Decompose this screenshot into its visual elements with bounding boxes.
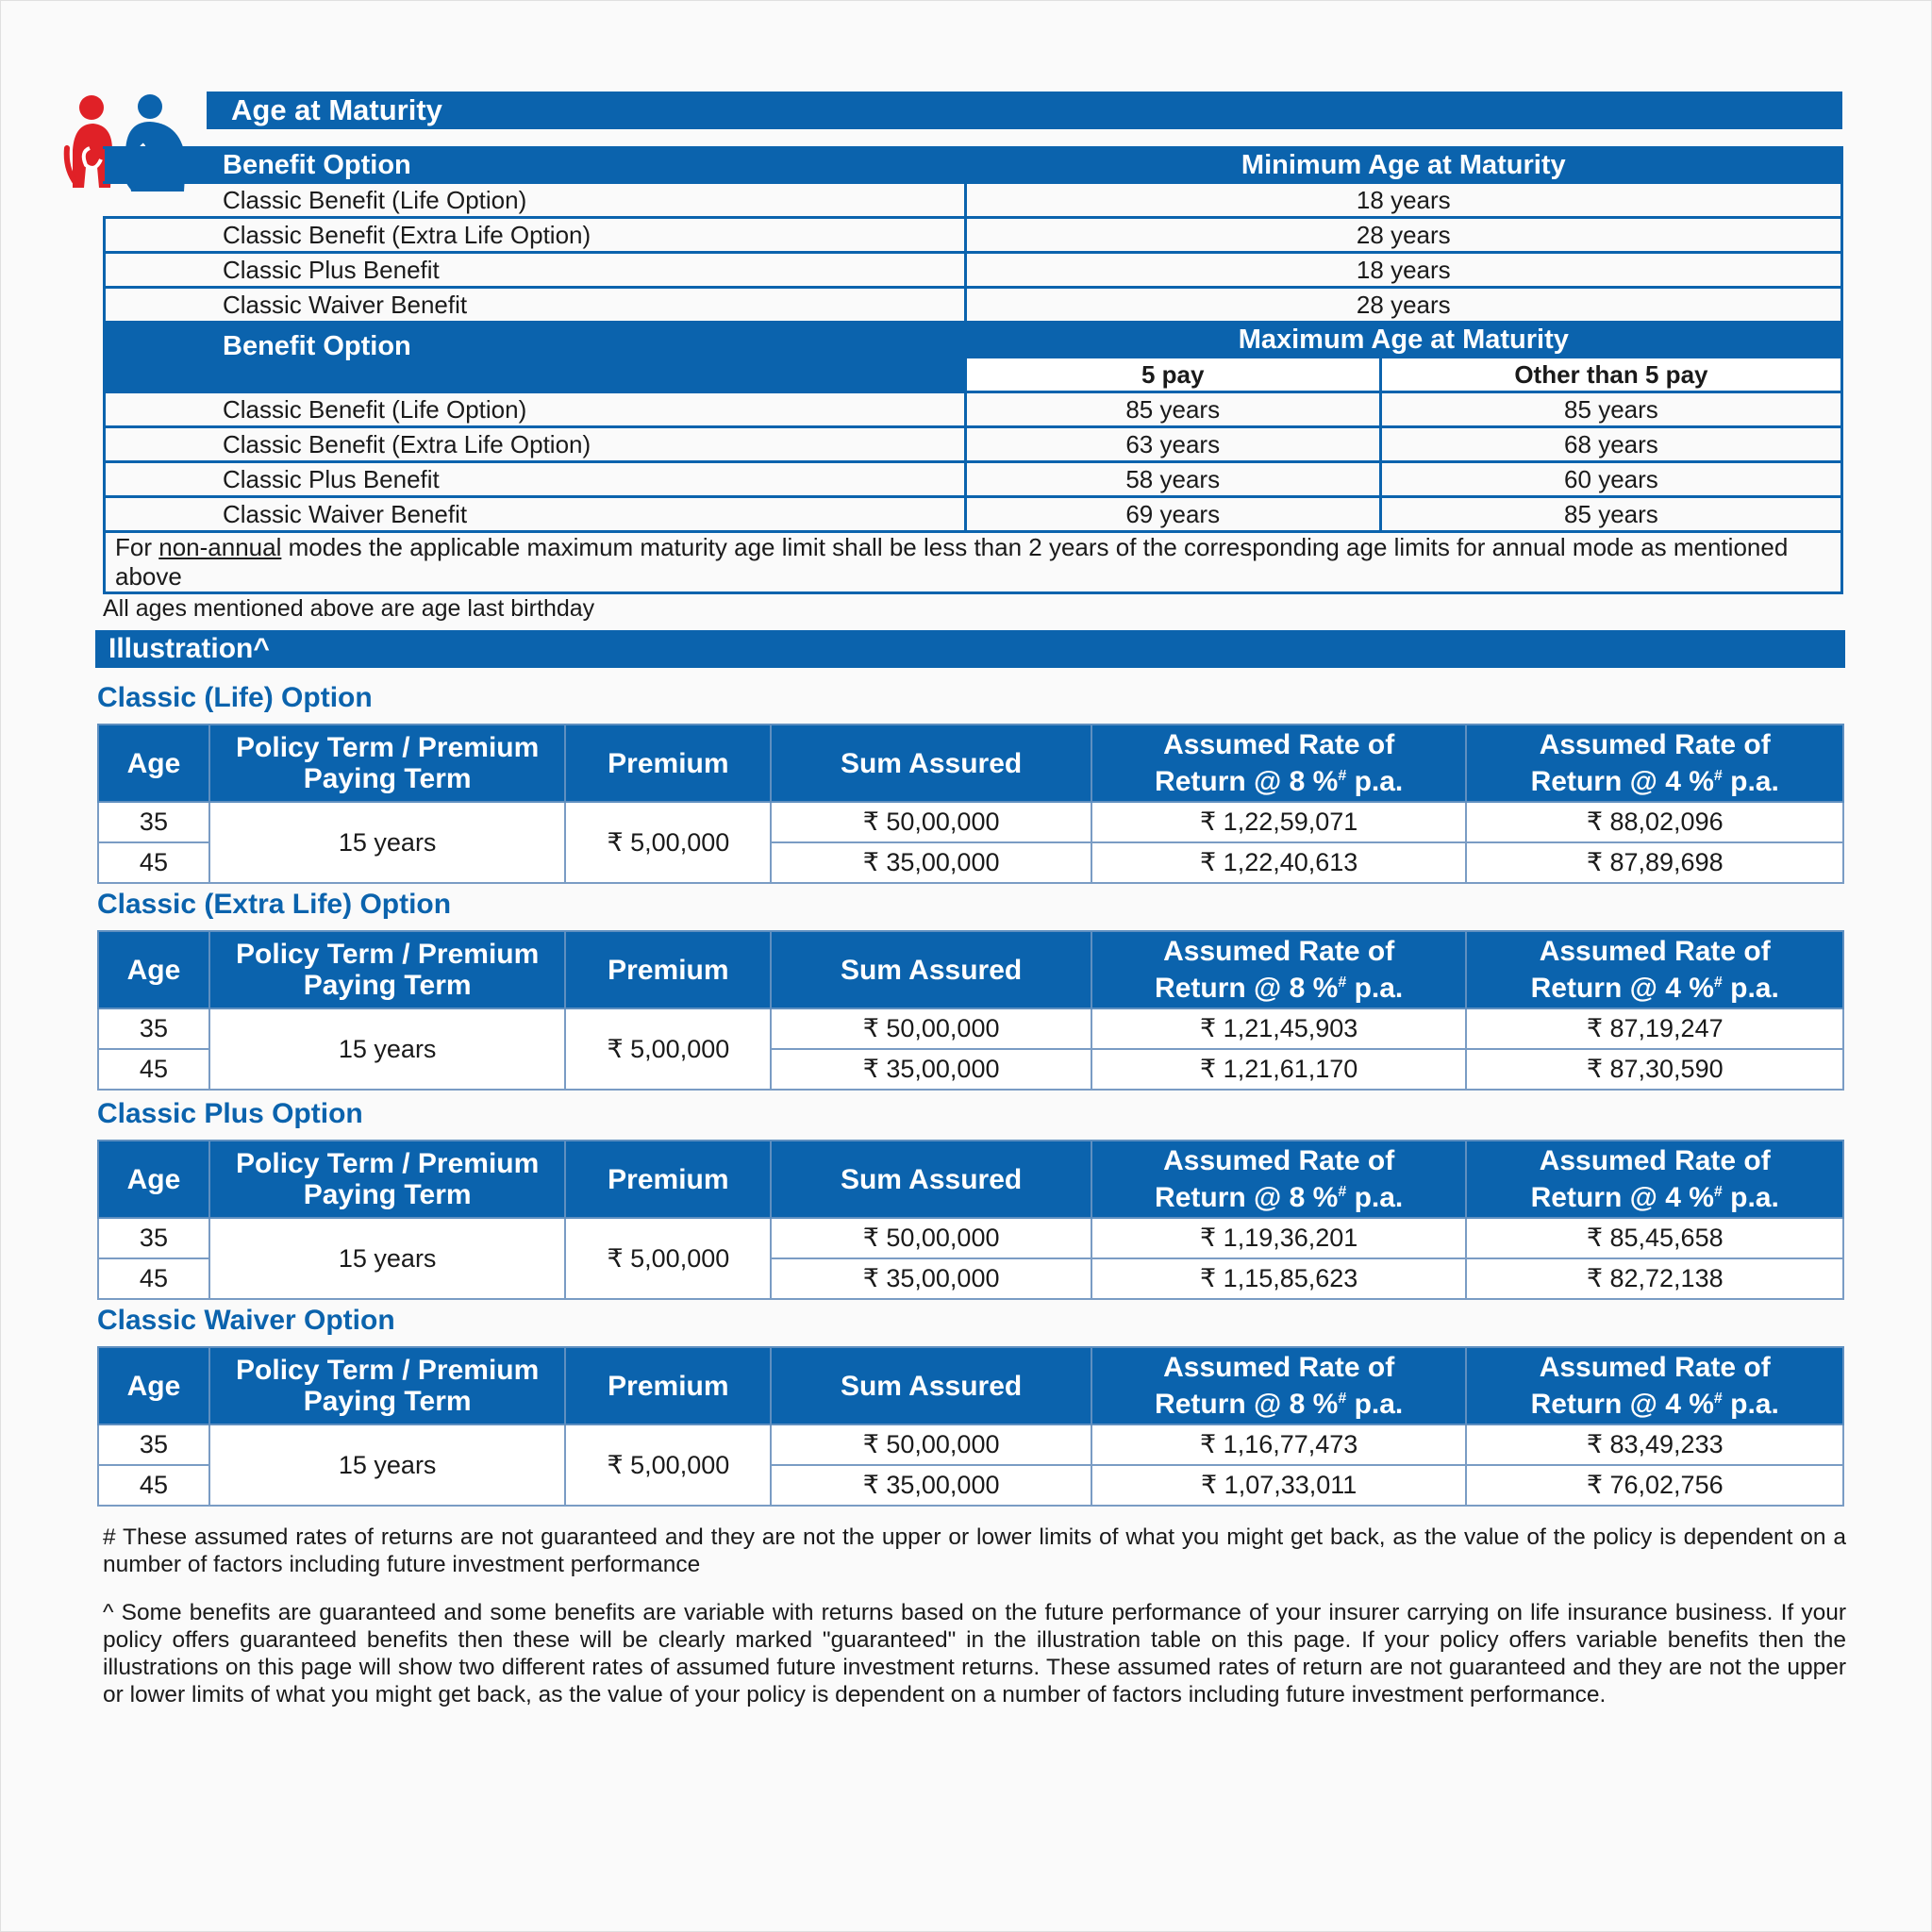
max-row-option: Classic Benefit (Life Option) [105, 392, 966, 427]
hash-mark: # [1713, 768, 1723, 784]
col-return-4-line1: Assumed Rate of [1539, 729, 1771, 760]
hash-mark: # [1338, 1391, 1347, 1407]
min-row [105, 253, 1842, 288]
cell-sum-assured: ₹ 50,00,000 [771, 1424, 1091, 1465]
col-sum-assured: Sum Assured [771, 1347, 1091, 1424]
col-policy-term-line1: Policy Term / Premium [236, 732, 540, 763]
max-col-maximum-age: Maximum Age at Maturity [965, 323, 1841, 358]
cell-return-4: ₹ 88,02,096 [1466, 802, 1843, 842]
col-return-4-line2: Return @ 4 % [1530, 1389, 1714, 1420]
table-header-row [98, 1347, 1843, 1424]
hash-mark: # [1713, 1391, 1723, 1407]
cell-term: 15 years [209, 1424, 566, 1506]
cell-age: 35 [98, 1424, 209, 1465]
max-row-other: 60 years [1380, 462, 1841, 497]
table-header-row [98, 931, 1843, 1008]
cell-return-8: ₹ 1,16,77,473 [1091, 1424, 1467, 1465]
col-policy-term-line2: Paying Term [303, 1179, 472, 1210]
cell-premium: ₹ 5,00,000 [565, 802, 771, 883]
col-return-8 [1091, 1347, 1467, 1424]
hash-mark: # [1713, 974, 1723, 991]
table-header-row [98, 1141, 1843, 1218]
non-annual-note-row [105, 532, 1842, 593]
cell-premium: ₹ 5,00,000 [565, 1008, 771, 1090]
cell-return-4: ₹ 87,89,698 [1466, 842, 1843, 883]
cell-return-4: ₹ 83,49,233 [1466, 1424, 1843, 1465]
max-header-row [105, 323, 1842, 358]
max-row [105, 497, 1842, 532]
max-row-5-pay: 69 years [965, 497, 1380, 532]
cell-return-4: ₹ 85,45,658 [1466, 1218, 1843, 1258]
cell-age: 45 [98, 1049, 209, 1090]
col-return-4-line1: Assumed Rate of [1539, 1145, 1771, 1176]
col-return-4-pa: p.a. [1722, 1389, 1779, 1420]
cell-age: 45 [98, 1258, 209, 1299]
col-return-4-line2: Return @ 4 % [1530, 766, 1714, 797]
table-header-row [98, 724, 1843, 802]
col-return-8 [1091, 931, 1467, 1008]
col-policy-term-line2: Paying Term [303, 970, 472, 1001]
section-title: Classic Plus Option [97, 1098, 363, 1129]
min-row-option: Classic Waiver Benefit [105, 288, 966, 323]
cell-age: 35 [98, 1218, 209, 1258]
illustration-table [97, 724, 1844, 884]
cell-premium: ₹ 5,00,000 [565, 1424, 771, 1506]
cell-sum-assured: ₹ 50,00,000 [771, 1008, 1091, 1049]
min-col-minimum-age: Minimum Age at Maturity [965, 148, 1841, 183]
note-text-pre: For [115, 533, 159, 561]
col-policy-term [209, 1141, 566, 1218]
table-row [98, 1424, 1843, 1465]
cell-sum-assured: ₹ 35,00,000 [771, 1465, 1091, 1506]
col-return-8-line2: Return @ 8 % [1155, 766, 1339, 797]
section-title: Classic Waiver Option [97, 1305, 395, 1336]
max-row-5-pay: 58 years [965, 462, 1380, 497]
min-row-age: 18 years [965, 183, 1841, 218]
col-return-8-line1: Assumed Rate of [1163, 1145, 1395, 1176]
col-return-8-pa: p.a. [1346, 766, 1404, 797]
cell-sum-assured: ₹ 35,00,000 [771, 842, 1091, 883]
max-row [105, 427, 1842, 462]
hash-mark: # [1713, 1184, 1723, 1200]
max-row [105, 392, 1842, 427]
cell-return-8: ₹ 1,22,40,613 [1091, 842, 1467, 883]
max-row-other: 85 years [1380, 392, 1841, 427]
cell-return-8: ₹ 1,07,33,011 [1091, 1465, 1467, 1506]
max-col-other-than-5-pay: Other than 5 pay [1380, 358, 1841, 392]
col-premium: Premium [565, 931, 771, 1008]
section-title: Classic (Extra Life) Option [97, 889, 452, 920]
caret-footnote: ^ Some benefits are guaranteed and some benefits are variable with returns based on the future performance of your insurer carrying on life insurance business. If your policy offers guaranteed benefits then these will be clearly marked "guaranteed" in the illustration table on this page. If your policy offers variable benefits then the illustrations on this page will show two different rates of assumed future investment returns. These assumed rates of return are not guaranteed and they are not the upper or lower limits of what you might get back, as the value of your policy is dependent on a number of factors including future investment performance. [103, 1600, 1846, 1707]
note-text-underlined: non-annual [158, 533, 282, 561]
col-sum-assured: Sum Assured [771, 931, 1091, 1008]
col-age: Age [98, 931, 209, 1008]
cell-term: 15 years [209, 1218, 566, 1299]
col-return-8-pa: p.a. [1346, 973, 1404, 1004]
min-row-option: Classic Benefit (Extra Life Option) [105, 218, 966, 253]
max-row-option: Classic Waiver Benefit [105, 497, 966, 532]
min-col-benefit-option: Benefit Option [105, 148, 966, 183]
cell-sum-assured: ₹ 50,00,000 [771, 802, 1091, 842]
min-header-row [105, 148, 1842, 183]
cell-return-8: ₹ 1,21,61,170 [1091, 1049, 1467, 1090]
hash-mark: # [1338, 974, 1347, 991]
cell-return-8: ₹ 1,15,85,623 [1091, 1258, 1467, 1299]
min-row-age: 28 years [965, 288, 1841, 323]
col-return-4 [1466, 1347, 1843, 1424]
col-return-8-line1: Assumed Rate of [1163, 729, 1395, 760]
max-row-other: 85 years [1380, 497, 1841, 532]
max-col-benefit-option: Benefit Option [105, 323, 966, 392]
cell-return-4: ₹ 82,72,138 [1466, 1258, 1843, 1299]
col-sum-assured: Sum Assured [771, 1141, 1091, 1218]
max-row-option: Classic Benefit (Extra Life Option) [105, 427, 966, 462]
min-row-age: 28 years [965, 218, 1841, 253]
col-return-8-pa: p.a. [1346, 1389, 1404, 1420]
cell-sum-assured: ₹ 35,00,000 [771, 1258, 1091, 1299]
col-policy-term-line1: Policy Term / Premium [236, 1148, 540, 1179]
non-annual-note [105, 532, 1842, 593]
min-row [105, 183, 1842, 218]
hash-mark: # [1338, 1184, 1347, 1200]
col-policy-term-line1: Policy Term / Premium [236, 939, 540, 970]
col-return-8-line2: Return @ 8 % [1155, 1389, 1339, 1420]
table-row [98, 1008, 1843, 1049]
ages-note: All ages mentioned above are age last birthday [103, 595, 595, 622]
age-maturity-header: Age at Maturity [207, 92, 1842, 129]
cell-age: 35 [98, 1008, 209, 1049]
col-policy-term-line2: Paying Term [303, 1386, 472, 1417]
cell-sum-assured: ₹ 50,00,000 [771, 1218, 1091, 1258]
col-return-4-pa: p.a. [1722, 1182, 1779, 1213]
max-row-5-pay: 85 years [965, 392, 1380, 427]
min-row [105, 288, 1842, 323]
min-row [105, 218, 1842, 253]
col-premium: Premium [565, 1141, 771, 1218]
illustration-header: Illustration^ [95, 630, 1845, 668]
col-age: Age [98, 1347, 209, 1424]
col-policy-term [209, 724, 566, 802]
hash-footnote: # These assumed rates of returns are not guaranteed and they are not the upper or lower limits of what you might get back, as the value of the policy is dependent on a number of factors including future investment performance [103, 1524, 1846, 1577]
col-return-4 [1466, 1141, 1843, 1218]
col-return-4-line2: Return @ 4 % [1530, 973, 1714, 1004]
col-return-8 [1091, 724, 1467, 802]
col-policy-term-line1: Policy Term / Premium [236, 1355, 540, 1386]
illustration-table [97, 1140, 1844, 1300]
table-row [98, 802, 1843, 842]
col-return-8 [1091, 1141, 1467, 1218]
col-age: Age [98, 1141, 209, 1218]
col-return-8-line2: Return @ 8 % [1155, 973, 1339, 1004]
hash-mark: # [1338, 768, 1347, 784]
max-row-other: 68 years [1380, 427, 1841, 462]
col-return-8-line2: Return @ 8 % [1155, 1182, 1339, 1213]
cell-age: 45 [98, 1465, 209, 1506]
max-row-option: Classic Plus Benefit [105, 462, 966, 497]
col-policy-term-line2: Paying Term [303, 763, 472, 794]
col-return-4-line1: Assumed Rate of [1539, 1352, 1771, 1383]
max-row [105, 462, 1842, 497]
col-return-4 [1466, 724, 1843, 802]
col-return-8-line1: Assumed Rate of [1163, 936, 1395, 967]
cell-return-4: ₹ 87,19,247 [1466, 1008, 1843, 1049]
cell-return-8: ₹ 1,19,36,201 [1091, 1218, 1467, 1258]
cell-return-4: ₹ 87,30,590 [1466, 1049, 1843, 1090]
maturity-age-table [103, 146, 1843, 594]
max-row-5-pay: 63 years [965, 427, 1380, 462]
illustration-table [97, 1346, 1844, 1507]
cell-term: 15 years [209, 1008, 566, 1090]
section-title: Classic (Life) Option [97, 682, 373, 713]
min-row-option: Classic Benefit (Life Option) [105, 183, 966, 218]
col-policy-term [209, 1347, 566, 1424]
cell-premium: ₹ 5,00,000 [565, 1218, 771, 1299]
cell-sum-assured: ₹ 35,00,000 [771, 1049, 1091, 1090]
col-premium: Premium [565, 1347, 771, 1424]
col-sum-assured: Sum Assured [771, 724, 1091, 802]
table-row [98, 1218, 1843, 1258]
col-policy-term [209, 931, 566, 1008]
note-text-post: modes the applicable maximum maturity age limit shall be less than 2 years of the corresponding age limits for annual mode as mentioned above [115, 533, 1789, 591]
illustration-table [97, 930, 1844, 1091]
cell-age: 35 [98, 802, 209, 842]
max-col-5-pay: 5 pay [965, 358, 1380, 392]
min-row-age: 18 years [965, 253, 1841, 288]
col-premium: Premium [565, 724, 771, 802]
col-return-4-pa: p.a. [1722, 973, 1779, 1004]
cell-return-4: ₹ 76,02,756 [1466, 1465, 1843, 1506]
cell-return-8: ₹ 1,22,59,071 [1091, 802, 1467, 842]
cell-return-8: ₹ 1,21,45,903 [1091, 1008, 1467, 1049]
cell-term: 15 years [209, 802, 566, 883]
min-row-option: Classic Plus Benefit [105, 253, 966, 288]
col-return-4-line2: Return @ 4 % [1530, 1182, 1714, 1213]
col-return-4-pa: p.a. [1722, 766, 1779, 797]
col-return-4 [1466, 931, 1843, 1008]
col-return-8-line1: Assumed Rate of [1163, 1352, 1395, 1383]
cell-age: 45 [98, 842, 209, 883]
col-return-8-pa: p.a. [1346, 1182, 1404, 1213]
col-age: Age [98, 724, 209, 802]
col-return-4-line1: Assumed Rate of [1539, 936, 1771, 967]
